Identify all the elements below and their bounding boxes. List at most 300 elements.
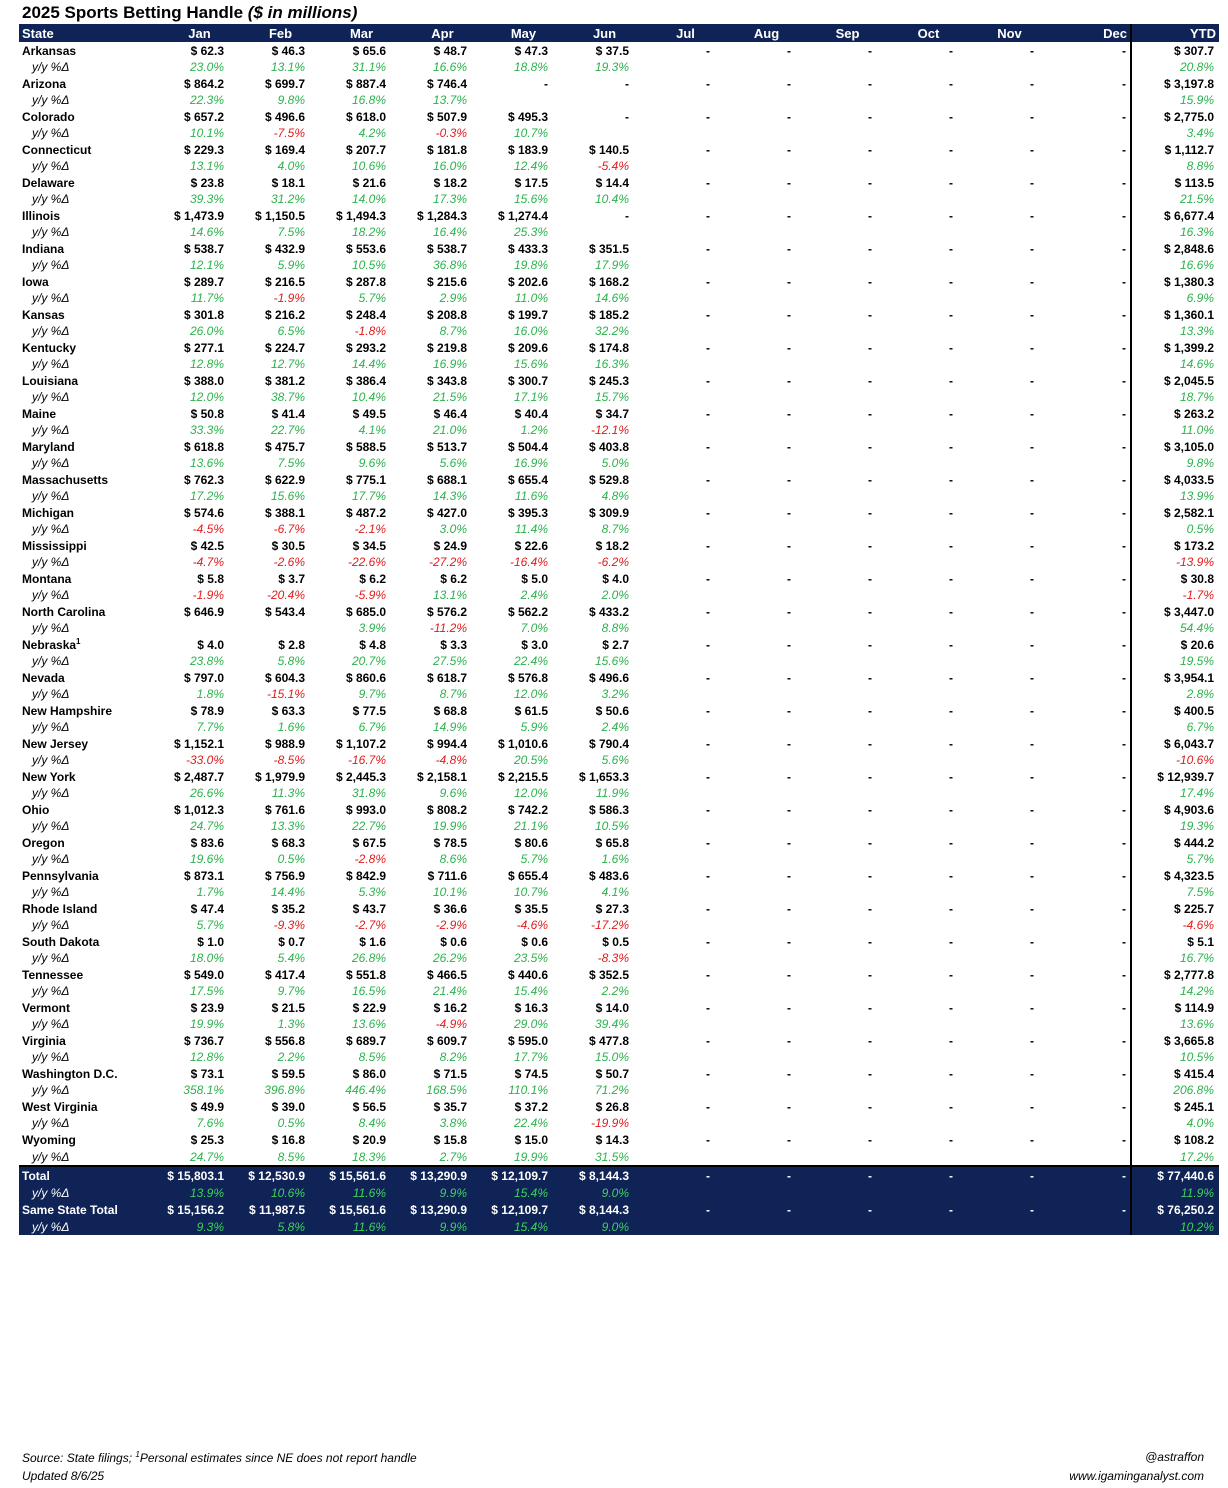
yoy-value-dec [1050,356,1131,372]
row-nevada-yoy [19,686,1219,702]
handle-value-oct: - [949,109,953,124]
yoy-value-oct [888,719,969,735]
handle-value-jun: $ 185.2 [588,307,629,322]
handle-value-feb: $ 21.5 [271,1000,305,1015]
yoy-label: y/y %Δ [32,720,70,734]
state-name: New York [22,769,76,784]
yoy-value-aug [726,653,807,669]
handle-value-oct: - [888,1166,969,1184]
handle-value-may: $ 35.5 [514,901,548,916]
handle-value-aug: - [787,307,791,322]
yoy-value-jun: 16.3% [594,357,629,371]
handle-value-oct: - [949,769,953,784]
handle-value-may: $ 395.3 [507,505,548,520]
handle-value-mar: $ 386.4 [345,373,386,388]
handle-value-apr: $ 181.8 [426,142,467,157]
handle-value-aug: - [787,538,791,553]
handle-value-jan: $ 83.6 [190,835,224,850]
yoy-value-may: 19.8% [513,258,548,272]
yoy-value-ytd: 206.8% [1131,1082,1219,1098]
yoy-value-ytd: 16.6% [1131,257,1219,273]
handle-value-apr: $ 48.7 [433,43,467,58]
yoy-value-feb: 5.8% [240,1218,321,1235]
yoy-value-ytd: 13.6% [1131,1016,1219,1032]
handle-value-jul: - [706,472,710,487]
row-maine [19,405,1219,422]
handle-value-jun: $ 483.6 [588,868,629,883]
state-name: Wyoming [22,1132,76,1147]
yoy-value-apr: 2.7% [439,1149,467,1164]
yoy-value-ytd: 16.7% [1131,950,1219,966]
yoy-value-ytd: 54.4% [1131,620,1219,636]
yoy-value-jan: 26.0% [189,324,224,338]
yoy-value-aug [726,686,807,702]
handle-value-jul: - [706,1000,710,1015]
handle-value-apr: $ 994.4 [426,736,467,751]
yoy-value-mar: 18.3% [351,1149,386,1164]
yoy-value-jul [645,950,726,966]
handle-value-oct: - [949,439,953,454]
yoy-value-ytd: 4.0% [1131,1115,1219,1131]
handle-value-nov: - [1030,967,1034,982]
yoy-value-nov [969,554,1050,570]
handle-value-may: $ 655.4 [507,868,548,883]
yoy-value-sep [807,752,888,768]
handle-value-apr: $ 609.7 [426,1033,467,1048]
handle-value-mar: $ 248.4 [345,307,386,322]
handle-value-aug: - [787,868,791,883]
yoy-value-feb: 4.0% [277,159,305,173]
handle-value-jun: $ 245.3 [588,373,629,388]
yoy-value-oct [888,1184,969,1201]
handle-value-sep: - [868,703,872,718]
row-oregon-yoy [19,851,1219,867]
handle-value-aug: - [787,703,791,718]
handle-value-ytd: $ 4,033.5 [1131,471,1219,488]
yoy-value-nov [969,1184,1050,1201]
handle-value-jan: $ 50.8 [190,406,224,421]
yoy-value-jul [645,488,726,504]
handle-value-feb: $ 756.9 [264,868,305,883]
handle-value-dec: - [1122,109,1126,124]
handle-value-oct: - [949,571,953,586]
yoy-value-jul [645,1218,726,1235]
row-massachusetts [19,471,1219,488]
handle-value-sep: - [868,406,872,421]
handle-value-sep: - [868,307,872,322]
yoy-value-jul [645,1016,726,1032]
yoy-value-jun: -5.4% [597,159,629,173]
row-south-dakota-yoy [19,950,1219,966]
state-name: Maryland [22,439,75,454]
yoy-value-nov [969,455,1050,471]
yoy-value-sep [807,125,888,141]
yoy-value-may: 19.9% [513,1149,548,1164]
handle-value-sep: - [868,109,872,124]
yoy-value-aug [726,158,807,174]
yoy-value-sep [807,422,888,438]
yoy-value-jan: 24.7% [189,819,224,833]
handle-value-sep: - [868,76,872,91]
yoy-value-may: 15.4% [483,1218,564,1235]
handle-value-aug: - [787,109,791,124]
yoy-value-apr: 19.9% [432,819,467,833]
handle-value-sep: - [868,1132,872,1147]
handle-value-nov: - [1030,340,1034,355]
handle-value-nov: - [1030,1099,1034,1114]
handle-value-jul: - [706,505,710,520]
author-handle: @astraffon [1145,1450,1204,1464]
yoy-value-nov [969,983,1050,999]
handle-value-dec: - [1122,1033,1126,1048]
handle-value-aug: - [787,1099,791,1114]
row-louisiana-yoy [19,389,1219,405]
yoy-value-jan: -33.0% [185,753,224,767]
yoy-value-jan: -1.9% [192,588,224,602]
yoy-value-jun: 8.7% [601,522,629,536]
yoy-value-dec [1050,1082,1131,1098]
handle-value-nov: - [1030,703,1034,718]
handle-value-sep: - [868,802,872,817]
handle-value-aug: - [787,505,791,520]
handle-value-feb: $ 381.2 [264,373,305,388]
handle-value-may: $ 40.4 [514,406,548,421]
handle-value-dec: - [1122,1066,1126,1081]
yoy-value-jan [159,620,240,636]
handle-value-aug: - [787,208,791,223]
yoy-label: y/y %Δ [32,555,70,569]
source-note: Source: State filings; $^1$Personal estimates since NE does not report handle [22,1450,417,1465]
handle-value-apr: $ 6.2 [440,571,467,586]
handle-value-jun: $ 496.6 [588,670,629,685]
handle-value-mar: $ 685.0 [345,604,386,619]
yoy-value-feb: -1.9% [273,291,305,305]
yoy-value-ytd: 3.4% [1131,125,1219,141]
yoy-value-mar: 10.4% [351,390,386,404]
yoy-value-may: 29.0% [513,1017,548,1031]
handle-value-ytd: $ 2,045.5 [1131,372,1219,389]
handle-value-jul: - [706,43,710,58]
yoy-value-mar: 5.3% [358,885,386,899]
yoy-value-jun: 5.6% [601,753,629,767]
handle-value-ytd: $ 20.6 [1131,636,1219,653]
website-link[interactable]: www.igaminganalyst.com [1069,1469,1204,1483]
yoy-value-may: 15.6% [513,357,548,371]
yoy-value-may: 5.9% [520,720,548,734]
yoy-value-dec [1050,290,1131,306]
yoy-value-dec [1050,323,1131,339]
handle-value-mar: $ 4.8 [359,637,386,652]
yoy-value-jun: 11.9% [595,786,629,800]
handle-value-ytd: $ 245.1 [1131,1098,1219,1115]
yoy-value-aug [726,884,807,900]
handle-value-may: $ 655.4 [507,472,548,487]
handle-value-feb: $ 2.8 [278,637,305,652]
yoy-value-dec [1050,917,1131,933]
handle-value-feb: $ 699.7 [264,76,305,91]
yoy-value-mar: 13.6% [351,1017,386,1031]
yoy-value-jan: 19.6% [189,852,224,866]
handle-value-jun: $ 65.8 [595,835,629,850]
yoy-value-dec [1050,257,1131,273]
handle-value-nov: - [1030,472,1034,487]
handle-value-may: $ 61.5 [514,703,548,718]
handle-value-aug: - [787,769,791,784]
page-title [22,3,357,23]
yoy-value-feb: 396.8% [264,1083,305,1097]
handle-value-feb: $ 496.6 [264,109,305,124]
yoy-value-apr: -4.9% [435,1017,467,1031]
yoy-value-nov [969,1016,1050,1032]
handle-value-dec: - [1122,274,1126,289]
handle-value-jul: - [706,934,710,949]
handle-value-aug: - [787,472,791,487]
footnote-mark: 1 [76,637,81,646]
handle-value-oct: - [949,340,953,355]
yoy-value-jun: 15.0% [594,1050,629,1064]
yoy-value-sep [807,1049,888,1065]
yoy-value-jan: 23.8% [189,654,224,668]
handle-value-sep: - [868,373,872,388]
handle-value-nov: - [1030,307,1034,322]
handle-value-mar: $ 15,561.6 [321,1201,402,1218]
handle-value-jun: $ 351.5 [588,241,629,256]
handle-value-jun: $ 18.2 [595,538,629,553]
yoy-label: y/y %Δ [32,687,70,701]
yoy-value-jun: 9.0% [564,1184,645,1201]
yoy-value-apr: 10.1% [432,885,467,899]
handle-value-aug: - [787,274,791,289]
row-kansas-yoy [19,323,1219,339]
yoy-value-jan: 18.0% [189,951,224,965]
handle-value-may: $ 209.6 [507,340,548,355]
yoy-value-sep [807,917,888,933]
yoy-label: y/y %Δ [32,159,70,173]
yoy-label: y/y %Δ [32,489,70,503]
handle-value-mar: $ 43.7 [352,901,386,916]
footer [22,1450,1204,1488]
handle-value-feb: $ 169.4 [264,142,305,157]
yoy-value-mar: 4.2% [358,126,386,140]
yoy-value-feb: 7.5% [277,456,305,470]
yoy-value-mar: 31.8% [351,786,386,800]
handle-value-sep: - [868,340,872,355]
handle-value-apr: $ 219.8 [426,340,467,355]
yoy-value-feb: 22.7% [270,423,305,437]
handle-value-may: $ 1,274.4 [497,208,548,223]
yoy-value-mar: 9.7% [358,687,386,701]
col-header-aug: Aug [726,24,807,42]
col-header-oct: Oct [888,24,969,42]
handle-value-nov: - [1030,76,1034,91]
yoy-value-ytd: 5.7% [1131,851,1219,867]
handle-value-dec: - [1050,1166,1131,1184]
handle-value-aug: - [787,406,791,421]
yoy-value-ytd: 10.2% [1131,1218,1219,1235]
handle-value-apr: $ 576.2 [426,604,467,619]
handle-value-dec: - [1122,439,1126,454]
handle-value-mar: $ 287.8 [345,274,386,289]
handle-value-jun: $ 309.9 [588,505,629,520]
handle-value-jun: $ 2.7 [602,637,629,652]
yoy-label: y/y %Δ [32,390,70,404]
handle-value-nov: - [1030,208,1034,223]
yoy-value-ytd: 7.5% [1131,884,1219,900]
handle-value-jan: $ 388.0 [183,373,224,388]
yoy-value-oct [888,752,969,768]
handle-value-ytd: $ 4,323.5 [1131,867,1219,884]
handle-value-oct: - [949,373,953,388]
handle-value-jun: $ 27.3 [595,901,629,916]
yoy-value-mar: 14.4% [351,357,386,371]
handle-value-jul: - [706,637,710,652]
yoy-value-mar: 14.0% [351,192,386,206]
handle-value-jul: - [706,175,710,190]
handle-value-jul: - [706,241,710,256]
yoy-value-aug [726,455,807,471]
handle-value-may: $ 433.3 [507,241,548,256]
yoy-value-apr: 9.9% [402,1184,483,1201]
row-pennsylvania-yoy [19,884,1219,900]
handle-value-sep: - [807,1166,888,1184]
state-name: Delaware [22,175,75,190]
yoy-value-jan: 19.9% [189,1017,224,1031]
yoy-value-aug [726,950,807,966]
yoy-label: y/y %Δ [32,753,70,767]
handle-value-jun: $ 8,144.3 [564,1201,645,1218]
state-name: Arizona [22,76,67,91]
handle-value-feb: $ 39.0 [271,1099,305,1114]
handle-value-jan: $ 301.8 [183,307,224,322]
handle-value-jul: - [706,274,710,289]
handle-value-may: $ 504.4 [507,439,548,454]
handle-value-ytd: $ 444.2 [1131,834,1219,851]
yoy-value-oct [888,686,969,702]
handle-value-apr: $ 746.4 [426,76,467,91]
yoy-value-mar: 31.1% [351,60,386,74]
yoy-value-may: 10.7% [513,126,548,140]
yoy-value-ytd: 6.7% [1131,719,1219,735]
handle-value-oct: - [949,538,953,553]
handle-value-oct: - [949,604,953,619]
yoy-value-oct [888,884,969,900]
handle-value-aug: - [787,802,791,817]
yoy-label: y/y %Δ [32,819,70,833]
row-arizona [19,75,1219,92]
yoy-label: y/y %Δ [32,324,70,338]
handle-value-jun: - [625,109,629,124]
handle-value-dec: - [1122,571,1126,586]
handle-value-jan: $ 646.9 [183,604,224,619]
handle-value-oct: - [949,802,953,817]
yoy-value-ytd: 11.9% [1131,1184,1219,1201]
handle-value-ytd: $ 1,360.1 [1131,306,1219,323]
yoy-value-sep [807,59,888,75]
handle-value-may: - [544,76,548,91]
yoy-label: y/y %Δ [32,225,70,239]
yoy-value-feb: 9.8% [277,93,305,107]
col-header-jan: Jan [159,24,240,42]
row-vermont [19,999,1219,1016]
handle-value-mar: $ 487.2 [345,505,386,520]
handle-value-ytd: $ 6,043.7 [1131,735,1219,752]
yoy-value-sep [807,488,888,504]
handle-value-nov: - [1030,109,1034,124]
yoy-value-oct [888,224,969,240]
handle-value-oct: - [949,868,953,883]
yoy-value-mar: 20.7% [351,654,386,668]
handle-value-apr: $ 68.8 [433,703,467,718]
yoy-value-aug [726,92,807,108]
row-new-jersey-yoy [19,752,1219,768]
handle-value-jun: - [625,76,629,91]
yoy-value-jun: 1.6% [601,852,629,866]
yoy-value-oct [888,290,969,306]
yoy-value-feb: 2.2% [277,1050,305,1064]
yoy-value-aug [726,983,807,999]
yoy-value-apr: -0.3% [435,126,467,140]
handle-value-may: $ 12,109.7 [483,1166,564,1184]
handle-value-aug: - [726,1201,807,1218]
handle-value-jun: $ 14.3 [595,1132,629,1147]
handle-value-jan: $ 289.7 [183,274,224,289]
state-name: Montana [22,571,72,586]
handle-value-ytd: $ 3,105.0 [1131,438,1219,455]
yoy-label: y/y %Δ [32,918,70,932]
row-same-state-total-yoy [19,1218,1219,1235]
yoy-value-may: -16.4% [509,555,548,569]
handle-value-oct: - [949,43,953,58]
row-north-carolina-yoy [19,620,1219,636]
yoy-value-ytd: 16.3% [1131,224,1219,240]
handle-value-sep: - [868,571,872,586]
yoy-label: y/y %Δ [32,357,70,371]
handle-value-dec: - [1122,241,1126,256]
handle-value-jul: - [706,1099,710,1114]
handle-value-aug: - [787,736,791,751]
handle-value-feb: $ 475.7 [264,439,305,454]
handle-value-mar: $ 21.6 [352,175,386,190]
yoy-value-aug [726,719,807,735]
yoy-value-nov [969,488,1050,504]
handle-value-dec: - [1122,802,1126,817]
yoy-value-may: 11.4% [514,522,548,536]
handle-value-mar: $ 2,445.3 [335,769,386,784]
yoy-value-sep [807,785,888,801]
yoy-value-dec [1050,1115,1131,1131]
yoy-value-may: 5.7% [520,852,548,866]
yoy-value-dec [1050,488,1131,504]
yoy-value-jul [645,785,726,801]
handle-value-jan: $ 538.7 [183,241,224,256]
yoy-label: y/y %Δ [32,93,70,107]
col-header-may: May [483,24,564,42]
handle-value-ytd: $ 3,954.1 [1131,669,1219,686]
yoy-value-oct [888,521,969,537]
handle-value-apr: $ 16.2 [433,1000,467,1015]
handle-value-dec: - [1122,835,1126,850]
handle-value-may: $ 0.6 [521,934,548,949]
yoy-value-nov [969,752,1050,768]
handle-value-jun: $ 433.2 [588,604,629,619]
handle-value-jun: $ 50.7 [595,1066,629,1081]
handle-value-jun: $ 529.8 [588,472,629,487]
row-tennessee [19,966,1219,983]
yoy-value-dec [1050,125,1131,141]
row-kentucky-yoy [19,356,1219,372]
handle-value-aug: - [726,1166,807,1184]
yoy-value-nov [969,92,1050,108]
